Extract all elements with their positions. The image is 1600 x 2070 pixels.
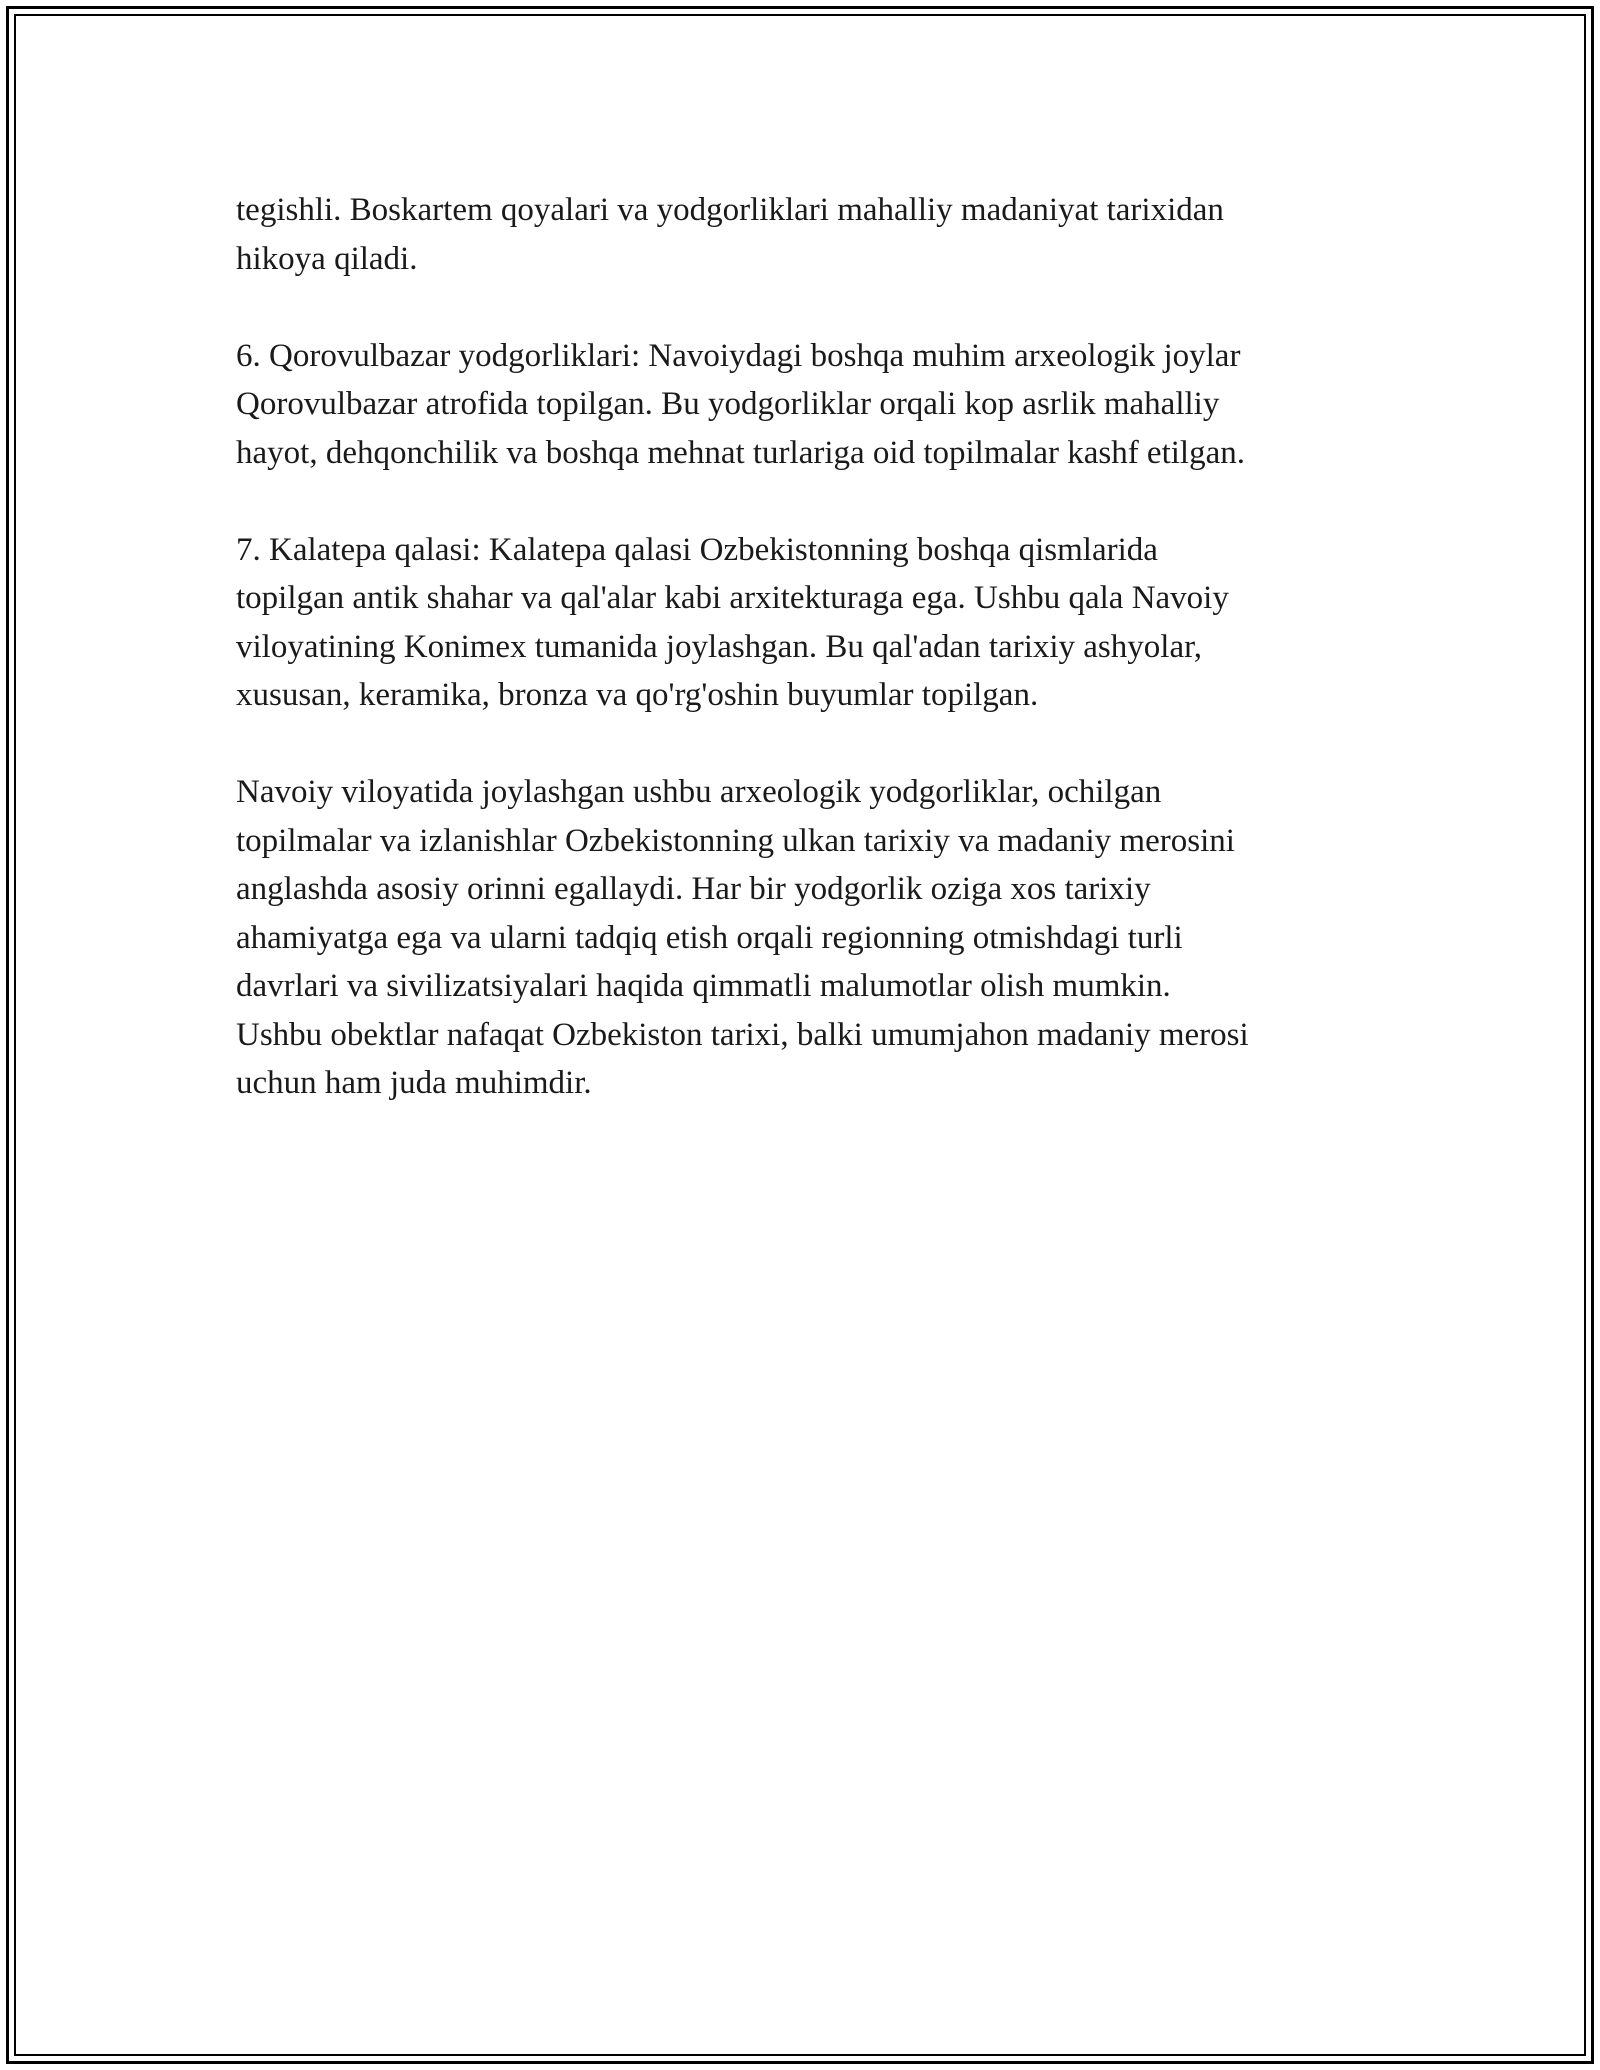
paragraph-boskartem-continuation: tegishli. Boskartem qoyalari va yodgorliklari mahalliy madaniyat tarixidan hikoya qiladi. — [236, 192, 1224, 277]
paragraph-qorovulbazar: 6. Qorovulbazar yodgorliklari: Navoiydagi boshqa muhim arxeologik joylar Qorovulbazar atrofida topilgan. Bu yodgorliklar orqali kop asrlik mahalliy hayot, dehqonchilik va boshqa mehnat turlariga oid topilmalar kashf etilgan. — [236, 337, 1245, 471]
paragraph-conclusion: Navoiy viloyatida joylashgan ushbu arxeologik yodgorliklar, ochilgan topilmalar va izlanishlar Ozbekistonning ulkan tarixiy va madaniy merosini anglashda asosiy orinni egallaydi. Har bir yodgorlik oziga xos tarixiy ahamiyatga ega va ularni tadqiq etish orqali regionning otmishdagi turli davrlari va sivilizatsiyalari haqida qimmatli malumotlar olish mumkin. Ushbu obektlar nafaqat Ozbekiston tarixi, balki umumjahon madaniy merosi uchun ham juda muhimdir. — [236, 774, 1249, 1101]
paragraph-kalatepa: 7. Kalatepa qalasi: Kalatepa qalasi Ozbekistonning boshqa qismlarida topilgan antik shahar va qal'alar kabi arxitekturaga ega. Ushbu qala Navoiy viloyatining Konimex tumanida joylashgan. Bu qal'adan tarixiy ashyolar, xususan, keramika, bronza va qo'rg'oshin buyumlar topilgan. — [236, 531, 1229, 713]
document-body — [236, 186, 1386, 1156]
